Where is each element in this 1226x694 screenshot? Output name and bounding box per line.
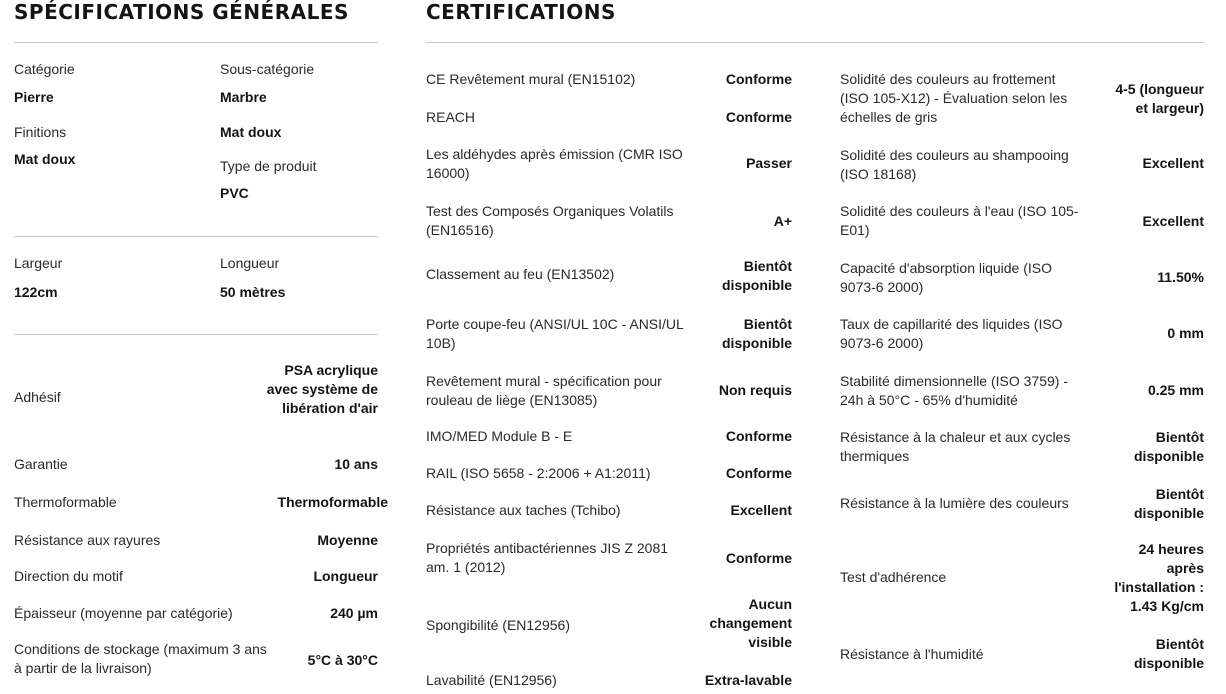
finishes-value-col2: Mat doux bbox=[220, 124, 282, 140]
spec-label-adhesive: Adhésif bbox=[14, 389, 61, 405]
cert-label-water-fastness: Solidité des couleurs à l'eau (ISO 105-E01) bbox=[840, 203, 1079, 238]
cert-label-heat-cycles: Résistance à la chaleur et aux cycles thermiques bbox=[840, 429, 1071, 464]
cert-value-liquid-absorption: 11.50% bbox=[1157, 269, 1204, 285]
spec-value-scratch: Moyenne bbox=[317, 532, 378, 548]
cert-label-reach: REACH bbox=[426, 109, 476, 125]
product-type-label: Type de produit bbox=[220, 158, 317, 174]
spec-label-pattern-direction: Direction du motif bbox=[14, 568, 123, 584]
width-value: 122cm bbox=[14, 284, 58, 300]
cert-value-rail: Conforme bbox=[725, 465, 792, 481]
divider bbox=[14, 42, 378, 43]
subcategory-label: Sous-catégorie bbox=[220, 61, 315, 77]
spec-value-warranty: 10 ans bbox=[334, 456, 378, 472]
cert-label-liquid-absorption: Capacité d'absorption liquide (ISO 9073-6 2000) bbox=[840, 260, 1053, 295]
width-label: Largeur bbox=[14, 255, 63, 271]
spec-value-adhesive: PSA acrylique avec système de libération d'air bbox=[266, 362, 378, 416]
product-type-value: PVC bbox=[220, 185, 249, 201]
cert-label-imo-med: IMO/MED Module B - E bbox=[426, 428, 573, 444]
general-specs-title: SPÉCIFICATIONS GÉNÉRALES bbox=[14, 0, 349, 24]
cert-label-rub-fastness: Solidité des couleurs au frottement (ISO 105-X12) - Évaluation selon les échelles de gris bbox=[840, 71, 1068, 125]
spec-value-storage: 5°C à 30°C bbox=[307, 652, 378, 668]
cert-value-heat-cycles: Bientôt disponible bbox=[1134, 429, 1204, 464]
cert-value-imo-med: Conforme bbox=[725, 428, 792, 444]
spec-label-scratch: Résistance aux rayures bbox=[14, 532, 161, 548]
cert-label-humidity: Résistance à l'humidité bbox=[840, 646, 984, 662]
cert-value-voc: A+ bbox=[773, 213, 792, 229]
cert-value-dimensional-stability: 0.25 mm bbox=[1147, 382, 1204, 398]
cert-label-cork-roll: Revêtement mural - spécification pour rouleau de liège (EN13085) bbox=[426, 373, 662, 408]
cert-value-ce-wall: Conforme bbox=[725, 71, 792, 87]
cert-value-water-fastness: Excellent bbox=[1142, 213, 1204, 229]
cert-value-antibacterial: Conforme bbox=[725, 550, 792, 566]
length-value: 50 mètres bbox=[220, 284, 286, 300]
cert-label-light-fastness: Résistance à la lumière des couleurs bbox=[840, 495, 1069, 511]
subcategory-value: Marbre bbox=[220, 89, 267, 105]
divider bbox=[14, 236, 378, 237]
spec-label-thickness: Épaisseur (moyenne par catégorie) bbox=[14, 605, 233, 621]
cert-label-fire-door: Porte coupe-feu (ANSI/UL 10C - ANSI/UL 10B) bbox=[426, 316, 684, 351]
cert-label-aldehydes: Les aldéhydes après émission (CMR ISO 16000) bbox=[426, 146, 683, 181]
cert-label-fire-class: Classement au feu (EN13502) bbox=[426, 266, 615, 282]
cert-value-humidity: Bientôt disponible bbox=[1134, 636, 1204, 671]
cert-value-light-fastness: Bientôt disponible bbox=[1134, 486, 1204, 521]
cert-value-washability: Extra-lavable bbox=[704, 672, 792, 688]
cert-value-stains: Excellent bbox=[730, 502, 792, 518]
cert-value-cork-roll: Non requis bbox=[718, 382, 792, 398]
spec-label-warranty: Garantie bbox=[14, 456, 68, 472]
cert-value-fire-class: Bientôt disponible bbox=[722, 258, 792, 293]
cert-label-adhesion-test: Test d'adhérence bbox=[840, 569, 947, 585]
spec-value-thickness: 240 µm bbox=[330, 605, 378, 621]
cert-value-shampoo-fastness: Excellent bbox=[1142, 155, 1204, 171]
finishes-value: Mat doux bbox=[14, 151, 76, 167]
cert-label-voc: Test des Composés Organiques Volatils (EN16516) bbox=[426, 203, 674, 238]
cert-value-fire-door: Bientôt disponible bbox=[722, 316, 792, 351]
category-label: Catégorie bbox=[14, 61, 75, 77]
cert-label-shampoo-fastness: Solidité des couleurs au shampooing (ISO 18168) bbox=[840, 147, 1069, 182]
divider bbox=[14, 334, 378, 335]
cert-value-capillarity: 0 mm bbox=[1167, 325, 1204, 341]
cert-value-reach: Conforme bbox=[725, 109, 792, 125]
cert-label-dimensional-stability: Stabilité dimensionnelle (ISO 3759) - 24h à 50°C - 65% d'humidité bbox=[840, 373, 1069, 408]
certifications-title: CERTIFICATIONS bbox=[426, 0, 616, 24]
cert-label-washability: Lavabilité (EN12956) bbox=[426, 672, 557, 688]
cert-value-aldehydes: Passer bbox=[746, 155, 792, 171]
finishes-label: Finitions bbox=[14, 124, 67, 140]
cert-label-stains: Résistance aux taches (Tchibo) bbox=[426, 502, 621, 518]
spec-label-thermoformable: Thermoformable bbox=[14, 494, 117, 510]
cert-label-sponge: Spongibilité (EN12956) bbox=[426, 617, 570, 633]
cert-label-rail: RAIL (ISO 5658 - 2:2006 + A1:2011) bbox=[426, 465, 651, 481]
cert-value-rub-fastness: 4-5 (longueur et largeur) bbox=[1115, 81, 1204, 116]
cert-label-antibacterial: Propriétés antibactériennes JIS Z 2081 am. 1 (2012) bbox=[426, 540, 669, 575]
cert-label-capillarity: Taux de capillarité des liquides (ISO 9073-6 2000) bbox=[840, 316, 1063, 351]
category-value: Pierre bbox=[14, 89, 54, 105]
length-label: Longueur bbox=[220, 255, 280, 271]
cert-value-sponge: Aucun changement visible bbox=[709, 596, 792, 650]
spec-label-storage: Conditions de stockage (maximum 3 ans à partir de la livraison) bbox=[14, 641, 267, 676]
cert-label-ce-wall: CE Revêtement mural (EN15102) bbox=[426, 71, 636, 87]
divider bbox=[426, 42, 1204, 43]
spec-value-pattern-direction: Longueur bbox=[313, 568, 378, 584]
cert-value-adhesion-test: 24 heures après l'installation : 1.43 Kg/cm bbox=[1114, 541, 1204, 614]
spec-value-thermoformable: Thermoformable bbox=[277, 494, 388, 510]
